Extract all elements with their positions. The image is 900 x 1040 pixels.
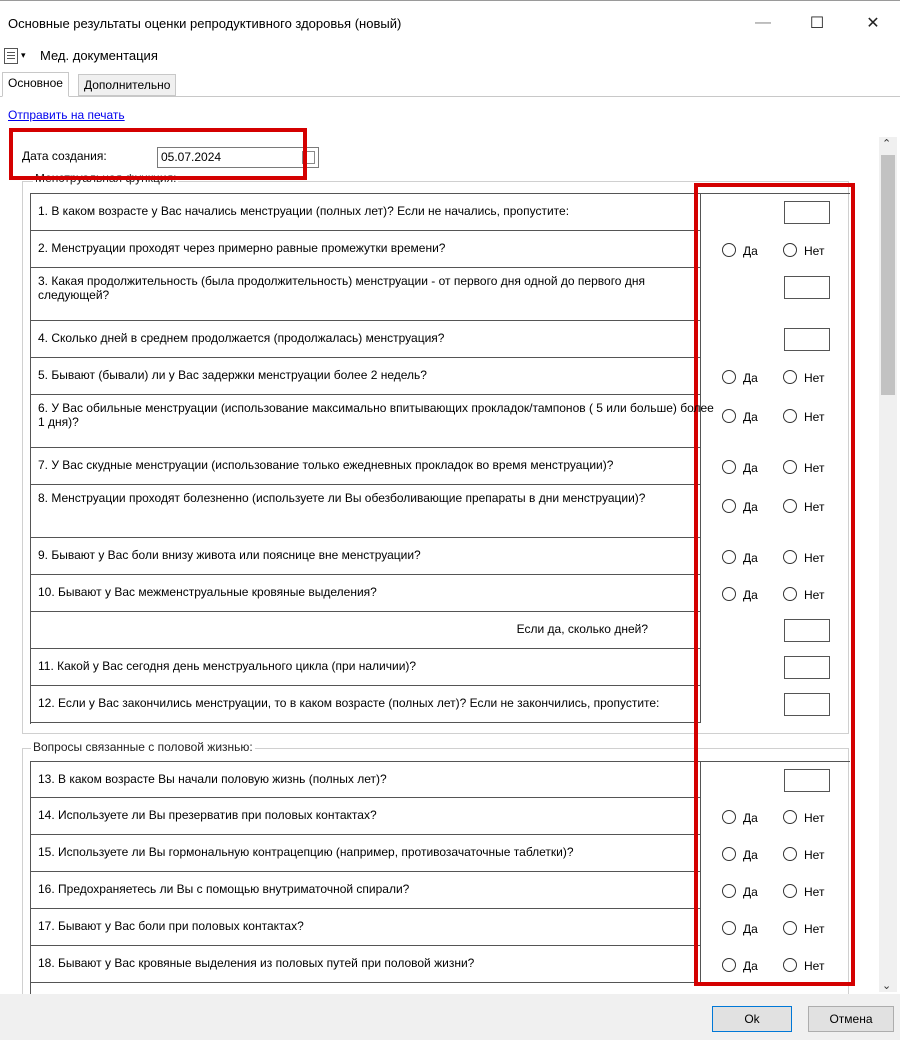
- radio-yes[interactable]: [722, 243, 736, 257]
- close-button[interactable]: [850, 9, 896, 37]
- question-text: 9. Бывают у Вас боли внизу живота или пояснице вне менструации?: [38, 548, 421, 562]
- scrollbar-thumb[interactable]: [881, 155, 895, 395]
- radio-no-label: Нет: [804, 958, 825, 973]
- radio-no[interactable]: [783, 243, 797, 257]
- question-row: [31, 268, 701, 321]
- tab-additional[interactable]: Дополнительно: [78, 74, 176, 96]
- question-text: 18. Бывают у Вас кровяные выделения из половых путей при половой жизни?: [38, 956, 475, 970]
- radio-no[interactable]: [783, 409, 797, 423]
- question-row: [31, 762, 701, 798]
- radio-yes[interactable]: [722, 499, 736, 513]
- answer-number-input[interactable]: [784, 201, 830, 224]
- window-title: Основные результаты оценки репродуктивного здоровья (новый): [8, 16, 402, 31]
- question-row: [31, 798, 701, 835]
- question-text: 17. Бывают у Вас боли при половых контактах?: [38, 919, 304, 933]
- answer-number-input[interactable]: [784, 276, 830, 299]
- question-row: [31, 686, 701, 723]
- vertical-scrollbar[interactable]: [879, 137, 897, 992]
- question-row: [31, 538, 701, 575]
- scroll-up-icon[interactable]: ⌃: [882, 138, 892, 150]
- radio-no[interactable]: [783, 587, 797, 601]
- radio-yes-label: Да: [743, 370, 758, 385]
- radio-yes-label: Да: [743, 884, 758, 899]
- radio-no[interactable]: [783, 499, 797, 513]
- question-text: 7. У Вас скудные менструации (использование только ежедневных прокладок во время менструации)?: [38, 458, 614, 472]
- radio-no[interactable]: [783, 550, 797, 564]
- group-legend-menstrual: Менструальная функция:: [35, 174, 177, 185]
- radio-yes-label: Да: [743, 810, 758, 825]
- question-row: [31, 321, 701, 358]
- print-link[interactable]: Отправить на печать: [8, 108, 125, 122]
- question-text: Если да, сколько дней?: [516, 622, 648, 636]
- radio-no-label: Нет: [804, 243, 825, 258]
- answer-number-input[interactable]: [784, 693, 830, 716]
- radio-no-label: Нет: [804, 884, 825, 899]
- tab-strip: [0, 72, 900, 97]
- minimize-icon: —: [755, 14, 771, 31]
- maximize-icon: ☐: [809, 15, 825, 32]
- radio-yes-label: Да: [743, 409, 758, 424]
- question-text: 1. В каком возрасте у Вас начались менструации (полных лет)? Если не начались, пропустите:: [38, 204, 570, 218]
- answer-number-input[interactable]: [784, 619, 830, 642]
- question-row: [31, 946, 701, 983]
- answer-number-input[interactable]: [784, 656, 830, 679]
- menu-item-med-docs[interactable]: Мед. документация: [40, 48, 158, 63]
- radio-no-label: Нет: [804, 550, 825, 565]
- radio-yes[interactable]: [722, 921, 736, 935]
- radio-yes-label: Да: [743, 847, 758, 862]
- question-row: [31, 485, 701, 538]
- question-text: 12. Если у Вас закончились менструации, то в каком возрасте (полных лет)? Если не закончились, пропустите:: [38, 696, 660, 710]
- question-row: [31, 575, 701, 612]
- radio-no[interactable]: [783, 884, 797, 898]
- radio-no-label: Нет: [804, 370, 825, 385]
- question-text: 11. Какой у Вас сегодня день менструального цикла (при наличии)?: [38, 659, 417, 673]
- close-icon: ✕: [866, 15, 880, 32]
- highlight-date: [9, 128, 307, 180]
- group-legend-sexual-life: Вопросы связанные с половой жизнью:: [33, 740, 253, 754]
- radio-yes[interactable]: [722, 884, 736, 898]
- cancel-button[interactable]: Отмена: [808, 1006, 894, 1032]
- radio-yes-label: Да: [743, 499, 758, 514]
- question-text: 8. Менструации проходят болезненно (используете ли Вы обезболивающие препараты в дни менструации)?: [38, 491, 646, 505]
- document-icon[interactable]: [4, 48, 18, 64]
- radio-no[interactable]: [783, 847, 797, 861]
- chevron-down-icon[interactable]: ▾: [21, 50, 26, 60]
- radio-no[interactable]: [783, 921, 797, 935]
- radio-no[interactable]: [783, 370, 797, 384]
- radio-yes[interactable]: [722, 587, 736, 601]
- question-text: 3. Какая продолжительность (была продолжительность) менструации - от первого дня одной до первого дня следующей?: [38, 274, 645, 302]
- question-row: [31, 395, 714, 448]
- creation-date-value: 05.07.2024: [161, 150, 222, 164]
- question-text: 2. Менструации проходят через примерно равные промежутки времени?: [38, 241, 446, 255]
- question-row: [31, 872, 701, 909]
- question-text: 10. Бывают у Вас межменструальные кровяные выделения?: [38, 585, 377, 599]
- radio-no-label: Нет: [804, 810, 825, 825]
- maximize-button[interactable]: [794, 9, 840, 37]
- title-bar: [0, 0, 900, 44]
- question-row: [31, 649, 701, 686]
- tab-main[interactable]: Основное: [2, 72, 69, 97]
- radio-no-label: Нет: [804, 921, 825, 936]
- radio-yes[interactable]: [722, 958, 736, 972]
- question-row: [31, 358, 701, 395]
- menu-bar: [0, 44, 900, 68]
- radio-yes-label: Да: [743, 921, 758, 936]
- radio-yes[interactable]: [722, 460, 736, 474]
- radio-yes[interactable]: [722, 810, 736, 824]
- answer-number-input[interactable]: [784, 769, 830, 792]
- question-text: 15. Используете ли Вы гормональную контрацепцию (например, противозачаточные таблетки)?: [38, 845, 574, 859]
- question-text: 13. В каком возрасте Вы начали половую жизнь (полных лет)?: [38, 772, 387, 786]
- question-row: [31, 909, 701, 946]
- minimize-button[interactable]: [740, 9, 786, 37]
- radio-yes[interactable]: [722, 550, 736, 564]
- radio-no-label: Нет: [804, 587, 825, 602]
- ok-button[interactable]: Ok: [712, 1006, 792, 1032]
- radio-yes[interactable]: [722, 370, 736, 384]
- answer-number-input[interactable]: [784, 328, 830, 351]
- bottom-bar: [0, 994, 900, 1040]
- question-text: 4. Сколько дней в среднем продолжается (продолжалась) менструация?: [38, 331, 445, 345]
- scroll-down-icon[interactable]: ⌄: [882, 980, 892, 992]
- question-text: 5. Бывают (бывали) ли у Вас задержки менструации более 2 недель?: [38, 368, 427, 382]
- question-text: 14. Используете ли Вы презерватив при половых контактах?: [38, 808, 377, 822]
- question-row: [31, 448, 701, 485]
- radio-yes-label: Да: [743, 460, 758, 475]
- question-text: 6. У Вас обильные менструации (использование максимально впитывающих прокладок/тампонов ( 5 или больше) более 1 дня)?: [38, 401, 714, 429]
- radio-no-label: Нет: [804, 847, 825, 862]
- radio-yes[interactable]: [722, 847, 736, 861]
- question-row: [31, 194, 701, 231]
- radio-no[interactable]: [783, 810, 797, 824]
- radio-yes-label: Да: [743, 958, 758, 973]
- radio-yes-label: Да: [743, 550, 758, 565]
- radio-no-label: Нет: [804, 409, 825, 424]
- radio-no-label: Нет: [804, 460, 825, 475]
- question-row: [31, 231, 701, 268]
- radio-yes-label: Да: [743, 243, 758, 258]
- radio-yes[interactable]: [722, 409, 736, 423]
- creation-date-label: Дата создания:: [22, 149, 107, 163]
- radio-no[interactable]: [783, 958, 797, 972]
- question-row: [31, 612, 701, 649]
- radio-no[interactable]: [783, 460, 797, 474]
- question-row: [31, 835, 701, 872]
- radio-yes-label: Да: [743, 587, 758, 602]
- radio-no-label: Нет: [804, 499, 825, 514]
- question-text: 16. Предохраняетесь ли Вы с помощью внутриматочной спирали?: [38, 882, 410, 896]
